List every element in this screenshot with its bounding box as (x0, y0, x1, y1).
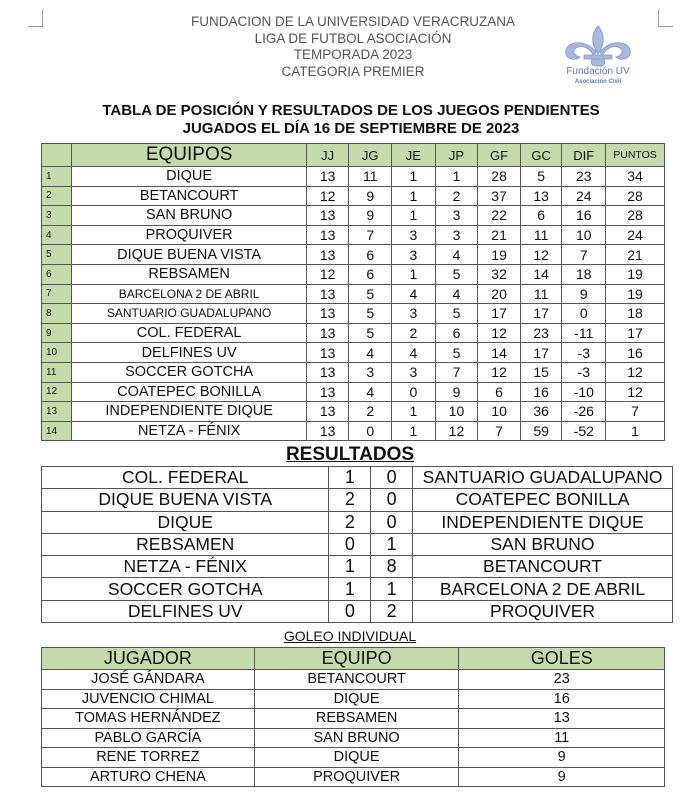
result-home-team: REBSAMEN (42, 533, 329, 555)
standings-cell-puntos: 34 (606, 167, 665, 187)
result-away-score: 8 (371, 556, 413, 578)
standings-cell-gf: 10 (478, 402, 521, 422)
standings-cell-team: DIQUE BUENA VISTA (72, 245, 306, 265)
standings-cell-jj: 13 (306, 304, 349, 324)
standings-cell-team: NETZA - FÉNIX (72, 421, 306, 441)
standings-cell-position: 14 (42, 421, 72, 441)
standings-cell-dif: 24 (562, 186, 606, 206)
standings-cell-team: SOCCER GOTCHA (72, 362, 306, 382)
table-row (42, 421, 665, 441)
standings-cell-jg: 9 (349, 206, 392, 226)
standings-cell-je: 3 (392, 245, 436, 265)
standings-cell-gf: 12 (478, 362, 521, 382)
standings-cell-gf: 28 (478, 167, 521, 187)
standings-cell-puntos: 24 (606, 225, 665, 245)
standings-cell-jp: 5 (435, 264, 478, 284)
standings-cell-puntos: 12 (606, 362, 665, 382)
result-home-score: 0 (329, 600, 371, 622)
standings-cell-puntos: 1 (606, 421, 665, 441)
standings-cell-position: 5 (42, 245, 72, 265)
standings-cell-jj: 12 (306, 186, 349, 206)
scorer-player: JUVENCIO CHIMAL (42, 689, 255, 709)
standings-cell-gc: 59 (520, 421, 562, 441)
standings-cell-gc: 17 (520, 343, 562, 363)
standings-cell-gc: 23 (520, 323, 562, 343)
standings-table (41, 143, 665, 441)
standings-cell-jj: 13 (306, 402, 349, 422)
logo-name: Fundación UV (566, 66, 630, 77)
standings-cell-jg: 7 (349, 225, 392, 245)
scorer-team: REBSAMEN (254, 709, 459, 729)
standings-cell-jg: 6 (349, 264, 392, 284)
scorer-player: PABLO GARCÍA (42, 728, 255, 748)
standings-header-gf: GF (478, 144, 521, 167)
scorers-header-player: JUGADOR (42, 648, 255, 670)
result-home-team: DIQUE BUENA VISTA (42, 489, 329, 511)
result-away-team: SANTUARIO GUADALUPANO (413, 467, 673, 489)
standings-cell-position: 12 (42, 382, 72, 402)
table-row (42, 225, 665, 245)
standings-cell-jp: 9 (435, 382, 478, 402)
scorer-row (42, 670, 665, 690)
standings-cell-team: COATEPEC BONILLA (72, 382, 306, 402)
standings-cell-position: 3 (42, 206, 72, 226)
scorer-team: DIQUE (254, 689, 459, 709)
table-row (42, 284, 665, 304)
standings-cell-puntos: 19 (606, 284, 665, 304)
header-line-3: TEMPORADA 2023 (293, 47, 413, 62)
standings-cell-team: BARCELONA 2 DE ABRIL (72, 284, 306, 304)
standings-cell-jp: 4 (435, 284, 478, 304)
standings-cell-jj: 13 (306, 382, 349, 402)
scorer-team: DIQUE (254, 748, 459, 768)
standings-cell-puntos: 17 (606, 323, 665, 343)
standings-header-gc: GC (520, 144, 562, 167)
standings-cell-jp: 1 (435, 167, 478, 187)
scorers-header-row (42, 648, 665, 670)
result-home-team: COL. FEDERAL (42, 467, 329, 489)
table-row (42, 382, 665, 402)
standings-cell-position: 1 (42, 167, 72, 187)
scorers-table (41, 647, 665, 787)
scorers-title: GOLEO INDIVIDUAL (283, 628, 417, 644)
standings-cell-jj: 13 (306, 323, 349, 343)
standings-cell-gf: 12 (478, 323, 521, 343)
standings-cell-je: 3 (392, 225, 436, 245)
standings-cell-jg: 5 (349, 284, 392, 304)
standings-cell-jg: 5 (349, 323, 392, 343)
standings-cell-position: 6 (42, 264, 72, 284)
standings-cell-jp: 5 (435, 304, 478, 324)
result-row (42, 600, 673, 622)
table-row (42, 323, 665, 343)
result-row (42, 556, 673, 578)
standings-cell-team: DIQUE (72, 167, 306, 187)
result-away-team: PROQUIVER (413, 600, 673, 622)
standings-cell-puntos: 7 (606, 402, 665, 422)
standings-header-jj: JJ (306, 144, 349, 167)
scorer-goals: 23 (459, 670, 665, 690)
standings-cell-dif: 10 (562, 225, 606, 245)
header-line-2: LIGA DE FUTBOL ASOCIACIÓN (254, 30, 452, 46)
standings-cell-gf: 21 (478, 225, 521, 245)
scorer-goals: 16 (459, 689, 665, 709)
table-row (42, 362, 665, 382)
standings-cell-puntos: 18 (606, 304, 665, 324)
standings-cell-position: 2 (42, 186, 72, 206)
result-home-score: 0 (329, 533, 371, 555)
standings-cell-jj: 12 (306, 264, 349, 284)
scorer-player: JOSÉ GÁNDARA (42, 670, 255, 690)
result-home-team: DIQUE (42, 511, 329, 533)
standings-cell-team: SANTUARIO GUADALUPANO (72, 304, 306, 324)
standings-cell-jg: 3 (349, 362, 392, 382)
scorer-team: PROQUIVER (254, 767, 459, 787)
standings-cell-dif: 0 (562, 304, 606, 324)
document-header (150, 14, 556, 80)
standings-cell-position: 9 (42, 323, 72, 343)
standings-cell-gc: 14 (520, 264, 562, 284)
standings-cell-gc: 16 (520, 382, 562, 402)
standings-header-row (42, 144, 665, 167)
standings-cell-je: 1 (392, 186, 436, 206)
standings-cell-gc: 11 (520, 225, 562, 245)
standings-cell-jg: 9 (349, 186, 392, 206)
standings-cell-gc: 17 (520, 304, 562, 324)
standings-cell-dif: -10 (562, 382, 606, 402)
result-away-score: 0 (371, 511, 413, 533)
scorers-header-team: EQUIPO (254, 648, 459, 670)
standings-cell-jg: 5 (349, 304, 392, 324)
standings-cell-je: 1 (392, 167, 436, 187)
standings-cell-gc: 12 (520, 245, 562, 265)
standings-header-je: JE (392, 144, 436, 167)
standings-cell-je: 1 (392, 402, 436, 422)
standings-cell-jp: 6 (435, 323, 478, 343)
standings-cell-dif: 9 (562, 284, 606, 304)
standings-cell-position: 7 (42, 284, 72, 304)
standings-header-team: EQUIPOS (72, 144, 306, 167)
standings-cell-jg: 0 (349, 421, 392, 441)
table-row (42, 206, 665, 226)
standings-cell-jg: 6 (349, 245, 392, 265)
standings-cell-position: 13 (42, 402, 72, 422)
table-row (42, 304, 665, 324)
standings-cell-team: REBSAMEN (72, 264, 306, 284)
result-home-team: SOCCER GOTCHA (42, 578, 329, 600)
logo-subtitle: Asociación Civil (574, 79, 622, 85)
standings-cell-jp: 7 (435, 362, 478, 382)
table-row (42, 245, 665, 265)
result-away-team: BETANCOURT (413, 556, 673, 578)
result-row (42, 578, 673, 600)
scorer-goals: 13 (459, 709, 665, 729)
scorer-player: ARTURO CHENA (42, 767, 255, 787)
scorer-goals: 11 (459, 728, 665, 748)
standings-cell-jj: 13 (306, 206, 349, 226)
document-title (60, 102, 642, 138)
standings-cell-puntos: 19 (606, 264, 665, 284)
standings-cell-jg: 4 (349, 382, 392, 402)
standings-cell-jg: 2 (349, 402, 392, 422)
result-row (42, 511, 673, 533)
standings-cell-position: 4 (42, 225, 72, 245)
standings-cell-team: INDEPENDIENTE DIQUE (72, 402, 306, 422)
standings-cell-gf: 32 (478, 264, 521, 284)
standings-cell-dif: -26 (562, 402, 606, 422)
table-row (42, 343, 665, 363)
standings-cell-gc: 11 (520, 284, 562, 304)
result-away-score: 2 (371, 600, 413, 622)
result-away-score: 1 (371, 533, 413, 555)
scorer-row (42, 748, 665, 768)
result-row (42, 467, 673, 489)
standings-cell-jp: 2 (435, 186, 478, 206)
standings-cell-je: 4 (392, 284, 436, 304)
scorer-row (42, 728, 665, 748)
standings-cell-dif: -3 (562, 362, 606, 382)
standings-cell-jj: 13 (306, 421, 349, 441)
standings-cell-team: SAN BRUNO (72, 206, 306, 226)
standings-cell-jp: 5 (435, 343, 478, 363)
standings-cell-gf: 14 (478, 343, 521, 363)
results-table (41, 466, 673, 623)
standings-cell-jp: 10 (435, 402, 478, 422)
standings-cell-jp: 3 (435, 206, 478, 226)
standings-cell-je: 3 (392, 304, 436, 324)
standings-cell-je: 2 (392, 323, 436, 343)
standings-cell-position: 11 (42, 362, 72, 382)
result-away-team: COATEPEC BONILLA (413, 489, 673, 511)
standings-cell-team: COL. FEDERAL (72, 323, 306, 343)
scorers-header-goals: GOLES (459, 648, 665, 670)
page-corner-mark-right (658, 10, 673, 27)
standings-cell-dif: -3 (562, 343, 606, 363)
result-home-score: 1 (329, 467, 371, 489)
result-home-team: DELFINES UV (42, 600, 329, 622)
standings-cell-dif: 23 (562, 167, 606, 187)
header-line-4: CATEGORIA PREMIER (281, 63, 425, 79)
logo-caption (558, 66, 638, 88)
standings-cell-gf: 6 (478, 382, 521, 402)
result-away-team: INDEPENDIENTE DIQUE (413, 511, 673, 533)
standings-cell-gf: 19 (478, 245, 521, 265)
standings-cell-gc: 5 (520, 167, 562, 187)
standings-cell-je: 4 (392, 343, 436, 363)
standings-cell-gc: 13 (520, 186, 562, 206)
standings-cell-team: BETANCOURT (72, 186, 306, 206)
standings-cell-gf: 22 (478, 206, 521, 226)
table-row (42, 264, 665, 284)
standings-cell-jj: 13 (306, 343, 349, 363)
result-home-score: 1 (329, 578, 371, 600)
standings-header-jg: JG (349, 144, 392, 167)
standings-cell-gf: 7 (478, 421, 521, 441)
title-line-2: JUGADOS EL DÍA 16 DE SEPTIEMBRE DE 2023 (182, 120, 520, 137)
standings-cell-je: 1 (392, 421, 436, 441)
standings-cell-puntos: 12 (606, 382, 665, 402)
standings-header-position (42, 144, 72, 167)
standings-cell-gc: 15 (520, 362, 562, 382)
standings-cell-team: DELFINES UV (72, 343, 306, 363)
result-away-team: SAN BRUNO (413, 533, 673, 555)
scorer-goals: 9 (459, 748, 665, 768)
standings-cell-gf: 17 (478, 304, 521, 324)
table-row (42, 167, 665, 187)
result-home-team: NETZA - FÉNIX (42, 556, 329, 578)
result-row (42, 489, 673, 511)
standings-cell-puntos: 28 (606, 186, 665, 206)
standings-cell-je: 0 (392, 382, 436, 402)
standings-cell-jj: 13 (306, 362, 349, 382)
standings-cell-jj: 13 (306, 167, 349, 187)
standings-header-jp: JP (435, 144, 478, 167)
standings-cell-puntos: 16 (606, 343, 665, 363)
result-away-score: 0 (371, 467, 413, 489)
standings-cell-puntos: 21 (606, 245, 665, 265)
standings-cell-jp: 3 (435, 225, 478, 245)
scorer-team: SAN BRUNO (254, 728, 459, 748)
standings-cell-position: 8 (42, 304, 72, 324)
scorer-player: TOMAS HERNÁNDEZ (42, 709, 255, 729)
standings-cell-jj: 13 (306, 284, 349, 304)
standings-cell-dif: -52 (562, 421, 606, 441)
scorer-team: BETANCOURT (254, 670, 459, 690)
standings-cell-puntos: 28 (606, 206, 665, 226)
standings-cell-je: 1 (392, 206, 436, 226)
result-away-team: BARCELONA 2 DE ABRIL (413, 578, 673, 600)
standings-header-puntos: PUNTOS (606, 144, 665, 167)
page-corner-mark-left (28, 10, 43, 27)
standings-cell-gf: 20 (478, 284, 521, 304)
result-row (42, 533, 673, 555)
scorer-player: RENE TORREZ (42, 748, 255, 768)
standings-cell-dif: 18 (562, 264, 606, 284)
standings-cell-jj: 13 (306, 225, 349, 245)
standings-cell-jp: 4 (435, 245, 478, 265)
result-home-score: 1 (329, 556, 371, 578)
scorer-row (42, 767, 665, 787)
title-line-1: TABLA DE POSICIÓN Y RESULTADOS DE LOS JUEGOS PENDIENTES (102, 102, 600, 119)
result-away-score: 0 (371, 489, 413, 511)
standings-cell-position: 10 (42, 343, 72, 363)
standings-cell-gc: 36 (520, 402, 562, 422)
scorer-goals: 9 (459, 767, 665, 787)
table-row (42, 186, 665, 206)
standings-cell-je: 3 (392, 362, 436, 382)
result-home-score: 2 (329, 511, 371, 533)
standings-cell-team: PROQUIVER (72, 225, 306, 245)
table-row (42, 402, 665, 422)
standings-cell-jg: 4 (349, 343, 392, 363)
result-home-score: 2 (329, 489, 371, 511)
standings-cell-dif: -11 (562, 323, 606, 343)
standings-cell-jp: 12 (435, 421, 478, 441)
standings-cell-jg: 11 (349, 167, 392, 187)
header-line-1: FUNDACION DE LA UNIVERSIDAD VERACRUZANA (190, 14, 516, 29)
standings-cell-gf: 37 (478, 186, 521, 206)
standings-header-dif: DIF (562, 144, 606, 167)
standings-cell-gc: 6 (520, 206, 562, 226)
scorer-row (42, 709, 665, 729)
standings-cell-dif: 16 (562, 206, 606, 226)
results-title: RESULTADOS (285, 444, 415, 465)
scorer-row (42, 689, 665, 709)
result-away-score: 1 (371, 578, 413, 600)
standings-cell-je: 1 (392, 264, 436, 284)
standings-cell-dif: 7 (562, 245, 606, 265)
standings-cell-jj: 13 (306, 245, 349, 265)
